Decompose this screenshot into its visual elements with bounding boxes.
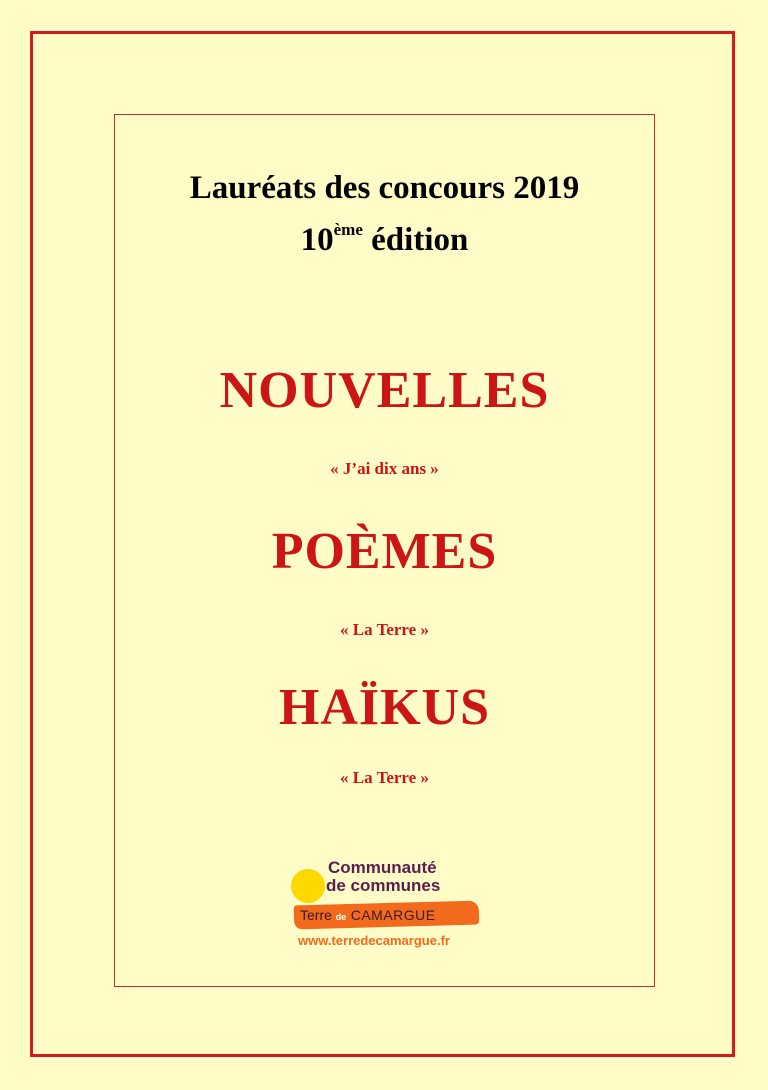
edition-number: 10 — [300, 222, 334, 258]
heading-line: Lauréats des concours 2019 — [189, 170, 580, 206]
section-title-poemes: POÈMES — [271, 523, 498, 580]
edition-suffix: ème — [333, 220, 363, 239]
section-theme-haikus: « La Terre » — [340, 768, 429, 787]
logo-line-de-communes: de communes — [326, 876, 441, 895]
logo-brand-text — [300, 907, 436, 923]
edition-word: édition — [371, 222, 469, 258]
logo-line-communaute: Communauté — [328, 858, 437, 877]
community-logo — [286, 855, 486, 955]
section-theme-poemes: « La Terre » — [340, 620, 429, 639]
sun-icon — [291, 869, 325, 903]
logo-website-link[interactable]: www.terredecamargue.fr — [298, 933, 450, 948]
brand-terre: Terre — [300, 907, 336, 923]
section-title-nouvelles: NOUVELLES — [219, 362, 550, 419]
edition-line — [114, 222, 655, 259]
brand-de: de — [335, 912, 347, 922]
section-title-haikus: HAÏKUS — [278, 679, 491, 736]
section-theme-nouvelles: « J’ai dix ans » — [330, 459, 439, 478]
brand-camargue: CAMARGUE — [346, 907, 436, 923]
page-heading — [114, 170, 655, 207]
